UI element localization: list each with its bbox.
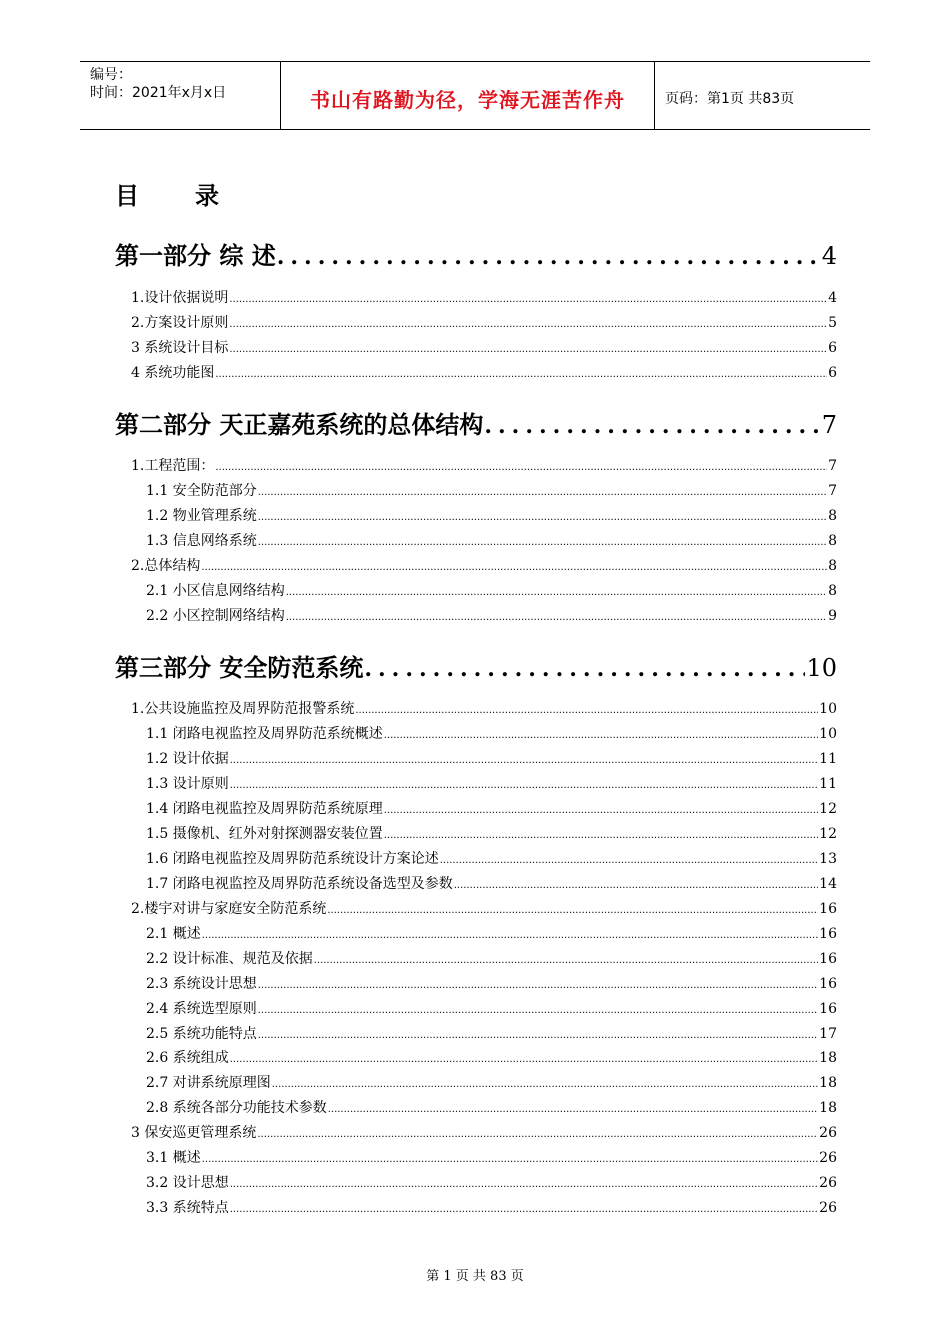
toc-entry-page: 26 <box>819 1125 837 1141</box>
toc-dot-leader <box>202 1154 818 1165</box>
toc-entry[interactable] <box>131 337 837 357</box>
toc-entry-title: 1.5 摄像机、红外对射探测器安装位置 <box>146 826 383 842</box>
toc-entry-title: 第二部分 天正嘉苑系统的总体结构 <box>115 411 484 439</box>
toc-entry[interactable] <box>146 580 837 600</box>
header-meta-cell <box>80 62 281 129</box>
toc-entry-title: 2.7 对讲系统原理图 <box>146 1075 271 1091</box>
toc-dot-leader <box>229 319 827 330</box>
document-date: 时间：2021年x月x日 <box>90 85 227 101</box>
toc-part-entry[interactable] <box>115 405 837 440</box>
toc-dot-leader <box>484 413 820 439</box>
toc-entry-title: 1.6 闭路电视监控及周界防范系统设计方案论述 <box>146 851 439 867</box>
toc-entry[interactable] <box>146 1197 837 1217</box>
toc-entry-title: 第一部分 综 述 <box>115 242 276 270</box>
toc-entry-page: 12 <box>819 826 837 842</box>
toc-entry-title: 1.1 闭路电视监控及周界防范系统概述 <box>146 726 383 742</box>
toc-entry-page: 16 <box>819 951 837 967</box>
toc-entry[interactable] <box>146 505 837 525</box>
toc-entry-title: 1.3 信息网络系统 <box>146 533 257 549</box>
toc-entry[interactable] <box>146 1147 837 1167</box>
toc-entry-page: 17 <box>819 1026 837 1042</box>
toc-dot-leader <box>215 369 827 380</box>
header-page-info: 页码：第1页 共83页 <box>665 91 795 107</box>
toc-entry[interactable] <box>146 1072 837 1092</box>
toc-entry-title: 1.4 闭路电视监控及周界防范系统原理 <box>146 801 383 817</box>
toc-entry-title: 2.1 小区信息网络结构 <box>146 583 285 599</box>
toc-entry-title: 2.方案设计原则 <box>131 315 229 331</box>
toc-entry-title: 3.2 设计思想 <box>146 1175 229 1191</box>
toc-entry[interactable] <box>131 362 837 382</box>
toc-entry[interactable] <box>131 555 837 575</box>
toc-entry-page: 10 <box>819 726 837 742</box>
toc-title: 目录 <box>115 182 275 210</box>
toc-entry-page: 16 <box>819 926 837 942</box>
toc-entry-page: 5 <box>828 315 837 331</box>
toc-entry-page: 4 <box>828 290 837 306</box>
toc-entry[interactable] <box>131 287 837 307</box>
toc-entry-page: 16 <box>819 976 837 992</box>
page-footer: 第 1 页 共 83 页 <box>426 1269 524 1284</box>
toc-dot-leader <box>257 1129 818 1140</box>
toc-entry-title: 1.2 设计依据 <box>146 751 229 767</box>
toc-entry[interactable] <box>131 455 837 475</box>
header-motto: 书山有路勤为径，学海无涯苦作舟 <box>310 88 625 112</box>
toc-entry[interactable] <box>146 1047 837 1067</box>
toc-dot-leader <box>258 1005 818 1016</box>
toc-entry-title: 2.楼宇对讲与家庭安全防范系统 <box>131 901 327 917</box>
toc-entry-page: 8 <box>828 533 837 549</box>
toc-entry[interactable] <box>146 723 837 743</box>
toc-entry-title: 1.7 闭路电视监控及周界防范系统设备选型及参数 <box>146 876 453 892</box>
toc-entry-title: 2.1 概述 <box>146 926 201 942</box>
toc-dot-leader <box>286 587 827 598</box>
toc-entry[interactable] <box>131 312 837 332</box>
toc-dot-leader <box>384 730 818 741</box>
toc-entry-title: 1.工程范围： <box>131 458 215 474</box>
toc-entry-page: 18 <box>819 1075 837 1091</box>
toc-dot-leader <box>314 955 818 966</box>
toc-entry[interactable] <box>146 605 837 625</box>
toc-entry[interactable] <box>146 798 837 818</box>
toc-entry-title: 2.2 设计标准、规范及依据 <box>146 951 313 967</box>
toc-entry-title: 2.5 系统功能特点 <box>146 1026 257 1042</box>
toc-dot-leader <box>230 1179 818 1190</box>
toc-part-entry[interactable] <box>115 648 837 683</box>
toc-entry-page: 26 <box>819 1150 837 1166</box>
toc-dot-leader <box>355 705 818 716</box>
toc-dot-leader <box>230 1054 818 1065</box>
toc-entry-page: 26 <box>819 1175 837 1191</box>
toc-dot-leader <box>440 855 818 866</box>
toc-entry-title: 3.1 概述 <box>146 1150 201 1166</box>
toc-dot-leader <box>258 487 827 498</box>
toc-dot-leader <box>384 830 818 841</box>
toc-part-entry[interactable] <box>115 236 837 271</box>
toc-entry[interactable] <box>146 748 837 768</box>
toc-entry-page: 7 <box>821 411 837 439</box>
toc-entry-page: 18 <box>819 1050 837 1066</box>
toc-dot-leader <box>258 1030 818 1041</box>
toc-entry[interactable] <box>146 973 837 993</box>
toc-entry-page: 7 <box>828 483 837 499</box>
toc-entry[interactable] <box>146 1097 837 1117</box>
toc-dot-leader <box>384 805 818 816</box>
header-motto-cell <box>281 62 655 129</box>
toc-entry[interactable] <box>146 530 837 550</box>
toc-entry-title: 1.公共设施监控及周界防范报警系统 <box>131 701 355 717</box>
toc-entry[interactable] <box>146 480 837 500</box>
toc-dot-leader <box>258 980 818 991</box>
toc-dot-leader <box>230 755 818 766</box>
toc-entry[interactable] <box>131 698 837 718</box>
toc-entry-title: 2.2 小区控制网络结构 <box>146 608 285 624</box>
toc-entry[interactable] <box>146 998 837 1018</box>
toc-entry[interactable] <box>131 1122 837 1142</box>
toc-dot-leader <box>229 294 827 305</box>
toc-entry-page: 18 <box>819 1100 837 1116</box>
toc-entry-title: 1.设计依据说明 <box>131 290 229 306</box>
toc-dot-leader <box>230 1204 818 1215</box>
toc-dot-leader <box>258 512 827 523</box>
toc-entry-page: 10 <box>819 701 837 717</box>
toc-dot-leader <box>364 656 805 682</box>
toc-entry-page: 10 <box>806 654 837 682</box>
toc-entry-title: 2.3 系统设计思想 <box>146 976 257 992</box>
toc-entry-title: 2.6 系统组成 <box>146 1050 229 1066</box>
toc-dot-leader <box>272 1079 818 1090</box>
toc-dot-leader <box>454 880 818 891</box>
toc-entry-title: 1.2 物业管理系统 <box>146 508 257 524</box>
header-page-cell <box>655 62 870 129</box>
toc-entry-title: 3.3 系统特点 <box>146 1200 229 1216</box>
toc-entry[interactable] <box>131 898 837 918</box>
toc-entry-page: 12 <box>819 801 837 817</box>
toc-entry-page: 6 <box>828 340 837 356</box>
toc-entry-title: 3 保安巡更管理系统 <box>131 1125 257 1141</box>
toc-dot-leader <box>286 612 827 623</box>
toc-dot-leader <box>202 930 818 941</box>
toc-entry-title: 4 系统功能图 <box>131 365 215 381</box>
toc-entry[interactable] <box>146 948 837 968</box>
toc-entry-title: 1.3 设计原则 <box>146 776 229 792</box>
toc-entry-page: 14 <box>819 876 837 892</box>
toc-entry[interactable] <box>146 848 837 868</box>
toc-entry-page: 8 <box>828 508 837 524</box>
toc-dot-leader <box>230 780 818 791</box>
toc-entry-page: 16 <box>819 1001 837 1017</box>
toc-entry-page: 11 <box>819 751 837 767</box>
toc-entry-page: 6 <box>828 365 837 381</box>
toc-dot-leader <box>215 462 827 473</box>
toc-dot-leader <box>328 1104 818 1115</box>
toc-entry-page: 16 <box>819 901 837 917</box>
toc-entry-page: 7 <box>828 458 837 474</box>
page-header <box>80 61 870 130</box>
toc-entry-title: 2.总体结构 <box>131 558 201 574</box>
toc-entry-title: 2.8 系统各部分功能技术参数 <box>146 1100 327 1116</box>
document-number-label: 编号： <box>90 67 132 83</box>
toc-entry-page: 11 <box>819 776 837 792</box>
toc-dot-leader <box>229 344 827 355</box>
toc-entry-page: 13 <box>819 851 837 867</box>
toc-entry-title: 2.4 系统选型原则 <box>146 1001 257 1017</box>
toc-entry[interactable] <box>146 923 837 943</box>
toc-entry-page: 4 <box>821 242 837 270</box>
toc-entry[interactable] <box>146 823 837 843</box>
toc-entry[interactable] <box>146 773 837 793</box>
toc-dot-leader <box>258 537 827 548</box>
toc-entry-title: 第三部分 安全防范系统 <box>115 654 364 682</box>
toc-entry-title: 3 系统设计目标 <box>131 340 229 356</box>
toc-entry[interactable] <box>146 873 837 893</box>
toc-dot-leader <box>327 905 818 916</box>
toc-dot-leader <box>277 244 821 270</box>
toc-dot-leader <box>201 562 827 573</box>
toc-entry-page: 9 <box>828 608 837 624</box>
toc-entry-page: 8 <box>828 558 837 574</box>
toc-entry-title: 1.1 安全防范部分 <box>146 483 257 499</box>
toc-entry-page: 26 <box>819 1200 837 1216</box>
toc-entry[interactable] <box>146 1172 837 1192</box>
toc-entry[interactable] <box>146 1023 837 1043</box>
toc-entry-page: 8 <box>828 583 837 599</box>
